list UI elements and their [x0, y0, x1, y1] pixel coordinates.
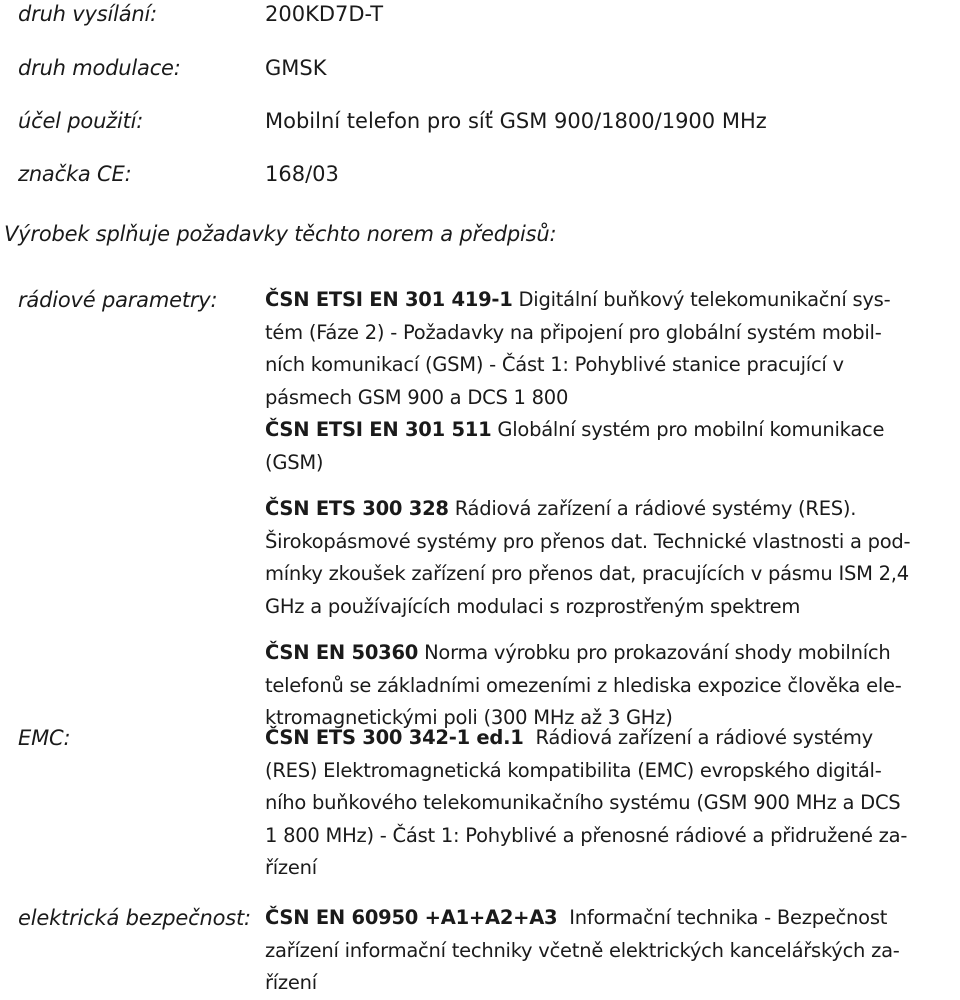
standard-text: tém (Fáze 2) - Požadavky na připojení pro globální systém mobil- [265, 320, 882, 344]
standard-text: (GSM) [265, 450, 324, 474]
standard-item [265, 284, 955, 414]
spec-value: 200KD7D-T [265, 2, 384, 26]
standard-text: GHz a používajících modulaci s rozprostřeným spektrem [265, 594, 801, 618]
standard-item [265, 902, 955, 1000]
spec-value: Mobilní telefon pro síť GSM 900/1800/1900 MHz [265, 109, 767, 133]
standard-text: řízení [265, 856, 317, 879]
spec-label: druh vysílání: [18, 2, 158, 26]
standard-item [265, 493, 955, 623]
standard-text: ních komunikací (GSM) - Část 1: Pohyblivé stanice pracující v [265, 353, 844, 376]
standard-code: ČSN ETS 300 328 [265, 497, 449, 520]
standard-text: Digitální buňkový telekomunikační sys- [518, 288, 891, 311]
section-label-radio: rádiové parametry: [18, 288, 218, 312]
spec-value: GMSK [265, 56, 327, 80]
standard-text: ktromagnetickými poli (300 MHz až 3 GHz) [265, 706, 673, 729]
section-label-emc: EMC: [18, 726, 71, 750]
standard-text: 1 800 MHz) - Část 1: Pohyblivé a přenosné rádiové a přidružené za- [265, 823, 908, 847]
standard-text: Rádiová zařízení a rádiové systémy [535, 726, 873, 749]
standard-text: Globální systém pro mobilní komunikace [497, 418, 885, 441]
spec-label: účel použití: [18, 109, 144, 133]
standard-text: Norma výrobku pro prokazování shody mobilních [424, 641, 891, 664]
standard-item [265, 722, 955, 885]
standard-text: zařízení informační techniky včetně elektrických kancelářských za- [265, 938, 900, 962]
spec-label: značka CE: [18, 162, 132, 186]
standard-text: (RES) Elektromagnetická kompatibilita (EMC) evropského digitál- [265, 758, 882, 782]
spec-value: 168/03 [265, 162, 339, 186]
section-emc-standards [265, 722, 955, 885]
spec-label: druh modulace: [18, 56, 181, 80]
standard-text: řízení [265, 971, 317, 994]
compliance-heading: Výrobek splňuje požadavky těchto norem a předpisů: [4, 222, 557, 246]
standard-item [265, 414, 955, 479]
standard-code: ČSN ETSI EN 301 511 [265, 418, 492, 441]
standard-code: ČSN EN 50360 [265, 641, 419, 664]
section-radio-standards [265, 284, 955, 735]
standard-text: pásmech GSM 900 a DCS 1 800 [265, 385, 569, 409]
section-label-electrical-safety: elektrická bezpečnost: [18, 906, 251, 930]
standard-text: ního buňkového telekomunikačního systému (GSM 900 MHz a DCS [265, 791, 901, 814]
standard-code: ČSN ETS 300 342-1 ed.1 [265, 726, 524, 749]
standard-item [265, 637, 955, 735]
standard-code: ČSN EN 60950 +A1+A2+A3 [265, 906, 558, 929]
section-safety-standards [265, 902, 955, 1000]
standard-text: mínky zkoušek zařízení pro přenos dat, pracujících v pásmu ISM 2,4 [265, 562, 909, 585]
standard-text: Rádiová zařízení a rádiové systémy (RES). [454, 497, 857, 520]
standard-text: Informační technika - Bezpečnost [569, 906, 888, 929]
standard-text: telefonů se základními omezeními z hlediska expozice člověka ele- [265, 673, 902, 697]
standard-text: Širokopásmové systémy pro přenos dat. Technické vlastnosti a pod- [265, 529, 911, 553]
standard-code: ČSN ETSI EN 301 419-1 [265, 288, 513, 311]
